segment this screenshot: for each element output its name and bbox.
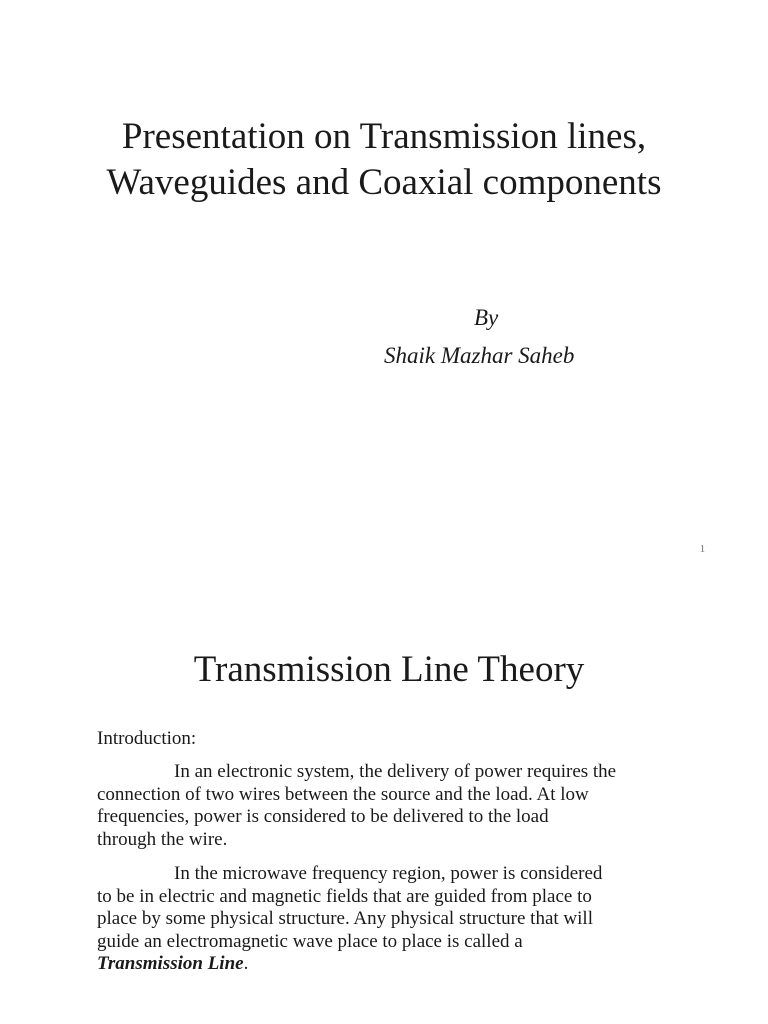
page-number: 1 <box>700 544 705 555</box>
presentation-title-line-2: Waveguides and Coaxial components <box>106 162 662 203</box>
paragraph-2-line-3: place by some physical structure. Any physical structure that will <box>97 908 593 930</box>
paragraph-2-line-4: guide an electromagnetic wave place to place is called a <box>97 930 523 952</box>
presentation-title-line-1: Presentation on Transmission lines, <box>121 116 647 157</box>
paragraph-2-line-5 <box>97 953 687 976</box>
paragraph-1-line-1: In an electronic system, the delivery of power requires the <box>174 761 617 782</box>
section-title: Transmission Line Theory <box>193 649 585 690</box>
paragraph-2 <box>97 863 687 976</box>
paragraph-2-line-1: In the microwave frequency region, power is considered <box>174 863 603 884</box>
paragraph-1-line-3: frequencies, power is considered to be delivered to the load <box>97 806 549 828</box>
term-suffix: . <box>243 953 249 975</box>
paragraph-1-line-2: connection of two wires between the source and the load. At low <box>97 783 589 805</box>
paragraph-2-line-2: to be in electric and magnetic fields that are guided from place to <box>97 885 592 907</box>
transmission-line-term: Transmission Line <box>97 953 244 975</box>
author-name: Shaik Mazhar Saheb <box>384 343 575 368</box>
paragraph-1 <box>97 761 687 851</box>
paragraph-1-line-4: through the wire. <box>97 828 228 850</box>
byline-label: By <box>474 305 499 330</box>
introduction-heading: Introduction: <box>97 728 197 749</box>
